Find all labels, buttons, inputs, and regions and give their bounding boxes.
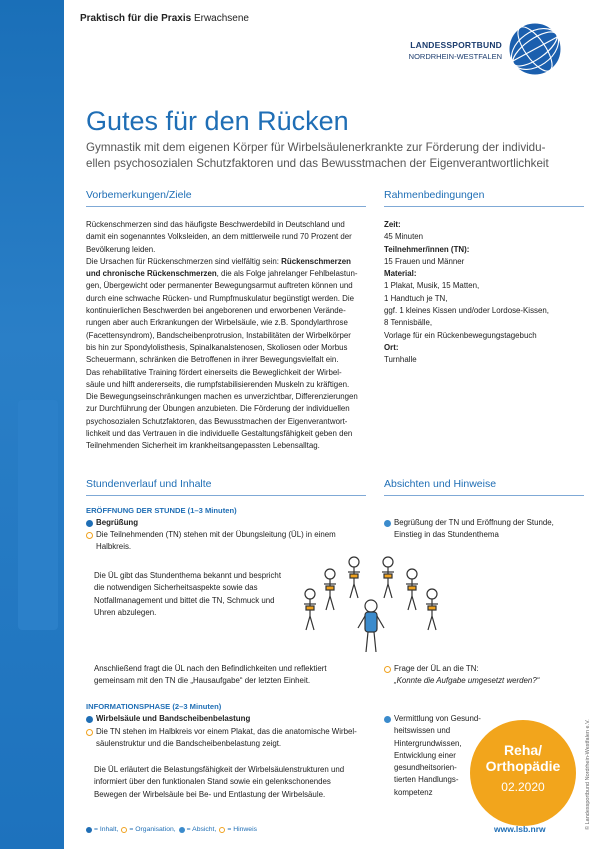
inhalt-dot-icon xyxy=(86,520,93,527)
text-line: kontinuierlichen Beschwerden bei angeborenen und erworbenen Verände- xyxy=(86,306,346,316)
person-icon xyxy=(348,557,360,598)
person-icon xyxy=(324,569,336,610)
text-bold: und chronische Rückenschmerzen xyxy=(86,269,217,279)
inhalt-text: Wirbelsäule und Bandscheibenbelastung xyxy=(96,714,251,723)
legend-absicht: = Absicht, xyxy=(186,826,217,833)
badge-line2: Orthopädie xyxy=(485,758,561,774)
text-line: Halbkreis. xyxy=(96,542,132,552)
praktisch-praxis-logo xyxy=(16,400,60,630)
text-line: „Konnte die Aufgabe umgesetzt werden?“ xyxy=(394,676,540,686)
hinweis-dot-icon xyxy=(219,827,225,833)
person-icon xyxy=(406,569,418,610)
hinweis-text xyxy=(394,663,539,688)
phase1-text xyxy=(94,570,299,619)
instructor-icon xyxy=(358,600,384,652)
person-icon xyxy=(426,589,438,630)
text-line: Entwicklung einer xyxy=(394,750,456,760)
text-line: kompetenz xyxy=(394,787,433,797)
rahmen-value: 1 Plakat, Musik, 15 Matten, xyxy=(384,281,480,291)
text-line: Bewegen der Wirbelsäule bei Be- und Entlastung der Wirbelsäule. xyxy=(94,789,326,799)
text-line: Teilnehmenden Sicherheit im krankheitsangepassten Lebensalltag. xyxy=(86,441,320,451)
text-line: tierten Handlungs- xyxy=(394,775,459,785)
rahmen-value: 1 Handtuch je TN, xyxy=(384,293,448,303)
text-line: Die Bewegungseinschränkungen machen es unverzichtbar, Differenzierungen xyxy=(86,392,358,402)
divider xyxy=(86,206,366,207)
lsb-logo-text xyxy=(404,40,502,61)
text-span: Die Ursachen für Rückenschmerzen sind vielfältig sein: xyxy=(86,256,282,266)
hinweis-row xyxy=(384,663,539,688)
rahmen-label: Material: xyxy=(384,269,417,279)
text-line: säule und hilft andererseits, die rumpfstabilisierenden Muskeln zu kräftigen. xyxy=(86,379,350,389)
text-line: informiert über den funktionalen Stand sowie ein gelenkschonendes xyxy=(94,777,331,787)
heading-stundenverlauf: Stundenverlauf und Inhalte xyxy=(86,478,212,490)
text-line: zur Durchführung der Übungen anzubieten. Die Förderung der individuellen xyxy=(86,404,350,414)
text-line: die notwendigen Sicherheitsaspekte sowie das xyxy=(94,583,258,593)
category-badge xyxy=(470,720,576,826)
text-line: Hintergrundwissen, xyxy=(394,738,462,748)
heading-vorbemerkungen: Vorbemerkungen/Ziele xyxy=(86,189,192,201)
divider xyxy=(86,495,366,496)
text-line: heitswissen und xyxy=(394,726,451,736)
absicht-dot-icon xyxy=(179,827,185,833)
text-line: gen, Übergewicht oder permanenter Bewegungsarmut auftreten können und xyxy=(86,281,353,291)
text-line: Anschließend fragt die ÜL nach den Befindlichkeiten und reflektiert xyxy=(94,664,327,673)
absicht-dot-icon xyxy=(384,716,391,723)
legend-organisation: = Organisation, xyxy=(129,826,176,833)
text-line: Die TN stehen im Halbkreis vor einem Plakat, das die anatomische Wirbel- xyxy=(96,727,357,736)
rahmen-value: ggf. 1 kleines Kissen und/oder Lordose-Kissen, xyxy=(384,306,549,316)
text-line: Scheuermann, schränken die Betroffenen in ihrer Bewegungsvielfalt ein. xyxy=(86,355,339,365)
inhalt-row xyxy=(86,713,250,725)
heading-absichten: Absichten und Hinweise xyxy=(384,478,497,490)
phase1-question-text xyxy=(94,663,384,688)
text-line: Die ÜL gibt das Stundenthema bekannt und bespricht xyxy=(94,571,282,580)
organisation-text xyxy=(96,726,357,751)
text-line: bis hin zur Spondylolisthesis, Spinalkanalstenosen, Skoliosen oder Morbus xyxy=(86,342,348,352)
lsb-logo xyxy=(404,22,589,82)
rahmen-value: 8 Tennisbälle, xyxy=(384,318,433,328)
text-line: gesundheitsorien- xyxy=(394,763,457,773)
divider xyxy=(384,495,584,496)
globe-icon xyxy=(508,22,562,76)
text-line: Einstieg in das Stundenthema xyxy=(394,530,499,540)
absicht-dot-icon xyxy=(384,520,391,527)
text-line xyxy=(86,256,376,268)
text-line: säulenstruktur und die Bandscheibenbelastung zeigt. xyxy=(96,739,282,749)
text-line: Das rehabilitative Training fördert einerseits die Beweglichkeit der Wirbel- xyxy=(86,367,342,377)
text-span: , die als Folge jahrelanger Fehlbelastun- xyxy=(216,269,358,279)
organisation-dot-icon xyxy=(86,729,93,736)
legend xyxy=(86,826,257,833)
page-title: Gutes für den Rücken xyxy=(86,106,349,136)
text-line: lichkeit und das Vertrauen in die individuelle Gestaltungsfähigkeit geben den xyxy=(86,429,353,439)
subtitle-line: ellen psychosozialen Schutzfaktoren und das Bewusstmachen der Eigenverantwortlichkeit xyxy=(86,157,549,170)
series-label xyxy=(80,13,249,24)
hinweis-dot-icon xyxy=(384,666,391,673)
series-label-normal: Erwachsene xyxy=(191,13,249,24)
page-subtitle xyxy=(86,140,576,172)
copyright-note: © Landessportbund Nordrhein-Westfalen e.V. xyxy=(585,719,591,830)
semicircle-people-illustration xyxy=(296,548,446,658)
inhalt-dot-icon xyxy=(86,827,92,833)
rahmen-value: Vorlage für ein Rückenbewegungstagebuch xyxy=(384,330,537,340)
legend-inhalt: = Inhalt, xyxy=(94,826,119,833)
text-line: gemeinsam mit den TN die „Hausaufgabe“ der letzten Einheit. xyxy=(94,676,311,686)
organisation-row xyxy=(86,726,357,751)
text-bold: Rückenschmerzen xyxy=(281,256,351,266)
subtitle-line: Gymnastik mit dem eigenen Körper für Wirbelsäulenerkrankte zur Förderung der individu- xyxy=(86,141,546,154)
text-line: Die ÜL erläutert die Belastungsfähigkeit der Wirbelsäulenstrukturen und xyxy=(94,765,345,774)
rahmen-value: 15 Frauen und Männer xyxy=(384,256,465,266)
badge-date: 02.2020 xyxy=(501,780,545,794)
absicht-row xyxy=(384,517,554,542)
text-line: damit ein sogenanntes Volksleiden, an dem mittlerweile rund 70 Prozent der xyxy=(86,232,352,242)
text-line: Bevölkerung leiden. xyxy=(86,244,156,254)
text-line: Notfallmanagement und bittet die TN, Schmuck und xyxy=(94,595,275,605)
phase-title: INFORMATIONSPHASE (2–3 Minuten) xyxy=(86,702,222,711)
text-line: Begrüßung der TN und Eröffnung der Stunde, xyxy=(394,518,554,527)
text-line: rungen aber auch Erkrankungen der Wirbelsäule, wie z.B. Spondylarthrose xyxy=(86,318,348,328)
text-line: Uhren abzulegen. xyxy=(94,607,157,617)
inhalt-text: Begrüßung xyxy=(96,518,139,527)
text-line: Die Teilnehmenden (TN) stehen mit der Übungsleitung (ÜL) in einem xyxy=(96,530,336,539)
lsb-logo-line1: LANDESSPORTBUND xyxy=(410,40,502,50)
rahmen-label: Teilnehmer/innen (TN): xyxy=(384,244,470,254)
rahmen-label: Zeit: xyxy=(384,220,401,229)
text-line: Vermittlung von Gesund- xyxy=(394,714,481,723)
website-link[interactable]: www.lsb.nrw xyxy=(494,824,546,834)
text-line: (Facettensyndrom), Bandscheibenprotrusion, Instabilitäten der Wirbelkörper xyxy=(86,330,351,340)
person-icon xyxy=(304,589,316,630)
text-line: Rückenschmerzen sind das häufigste Beschwerdebild in Deutschland und xyxy=(86,220,345,229)
rahmen-value: 45 Minuten xyxy=(384,232,424,242)
organisation-dot-icon xyxy=(86,532,93,539)
lsb-logo-line2: NORDRHEIN-WESTFALEN xyxy=(408,52,502,61)
text-line: Frage der ÜL an die TN: xyxy=(394,664,479,673)
text-line xyxy=(86,268,376,280)
person-icon xyxy=(382,557,394,598)
absicht-text xyxy=(394,517,554,542)
phase2-text xyxy=(94,764,384,801)
inhalt-dot-icon xyxy=(86,716,93,723)
rahmen-label: Ort: xyxy=(384,342,399,352)
intro-text xyxy=(86,219,376,453)
phase-title: ERÖFFNUNG DER STUNDE (1–3 Minuten) xyxy=(86,506,237,515)
text-line: durch eine schwache Rücken- und Rumpfmuskulatur begünstigt werden. Die xyxy=(86,293,354,303)
text-line: psychosozialen Schutzfaktoren, das Bewusstmachen der Eigenverantwort- xyxy=(86,416,348,426)
inhalt-row xyxy=(86,517,138,529)
absicht-text xyxy=(394,713,481,799)
legend-hinweis: = Hinweis xyxy=(227,826,257,833)
rahmen-value: Turnhalle xyxy=(384,355,417,365)
badge-line1: Reha/ xyxy=(503,742,543,758)
absicht-row xyxy=(384,713,481,799)
organisation-dot-icon xyxy=(121,827,127,833)
rahmen-list xyxy=(384,219,584,367)
divider xyxy=(384,206,584,207)
series-label-bold: Praktisch für die Praxis xyxy=(80,13,192,24)
heading-rahmenbedingungen: Rahmenbedingungen xyxy=(384,189,485,201)
